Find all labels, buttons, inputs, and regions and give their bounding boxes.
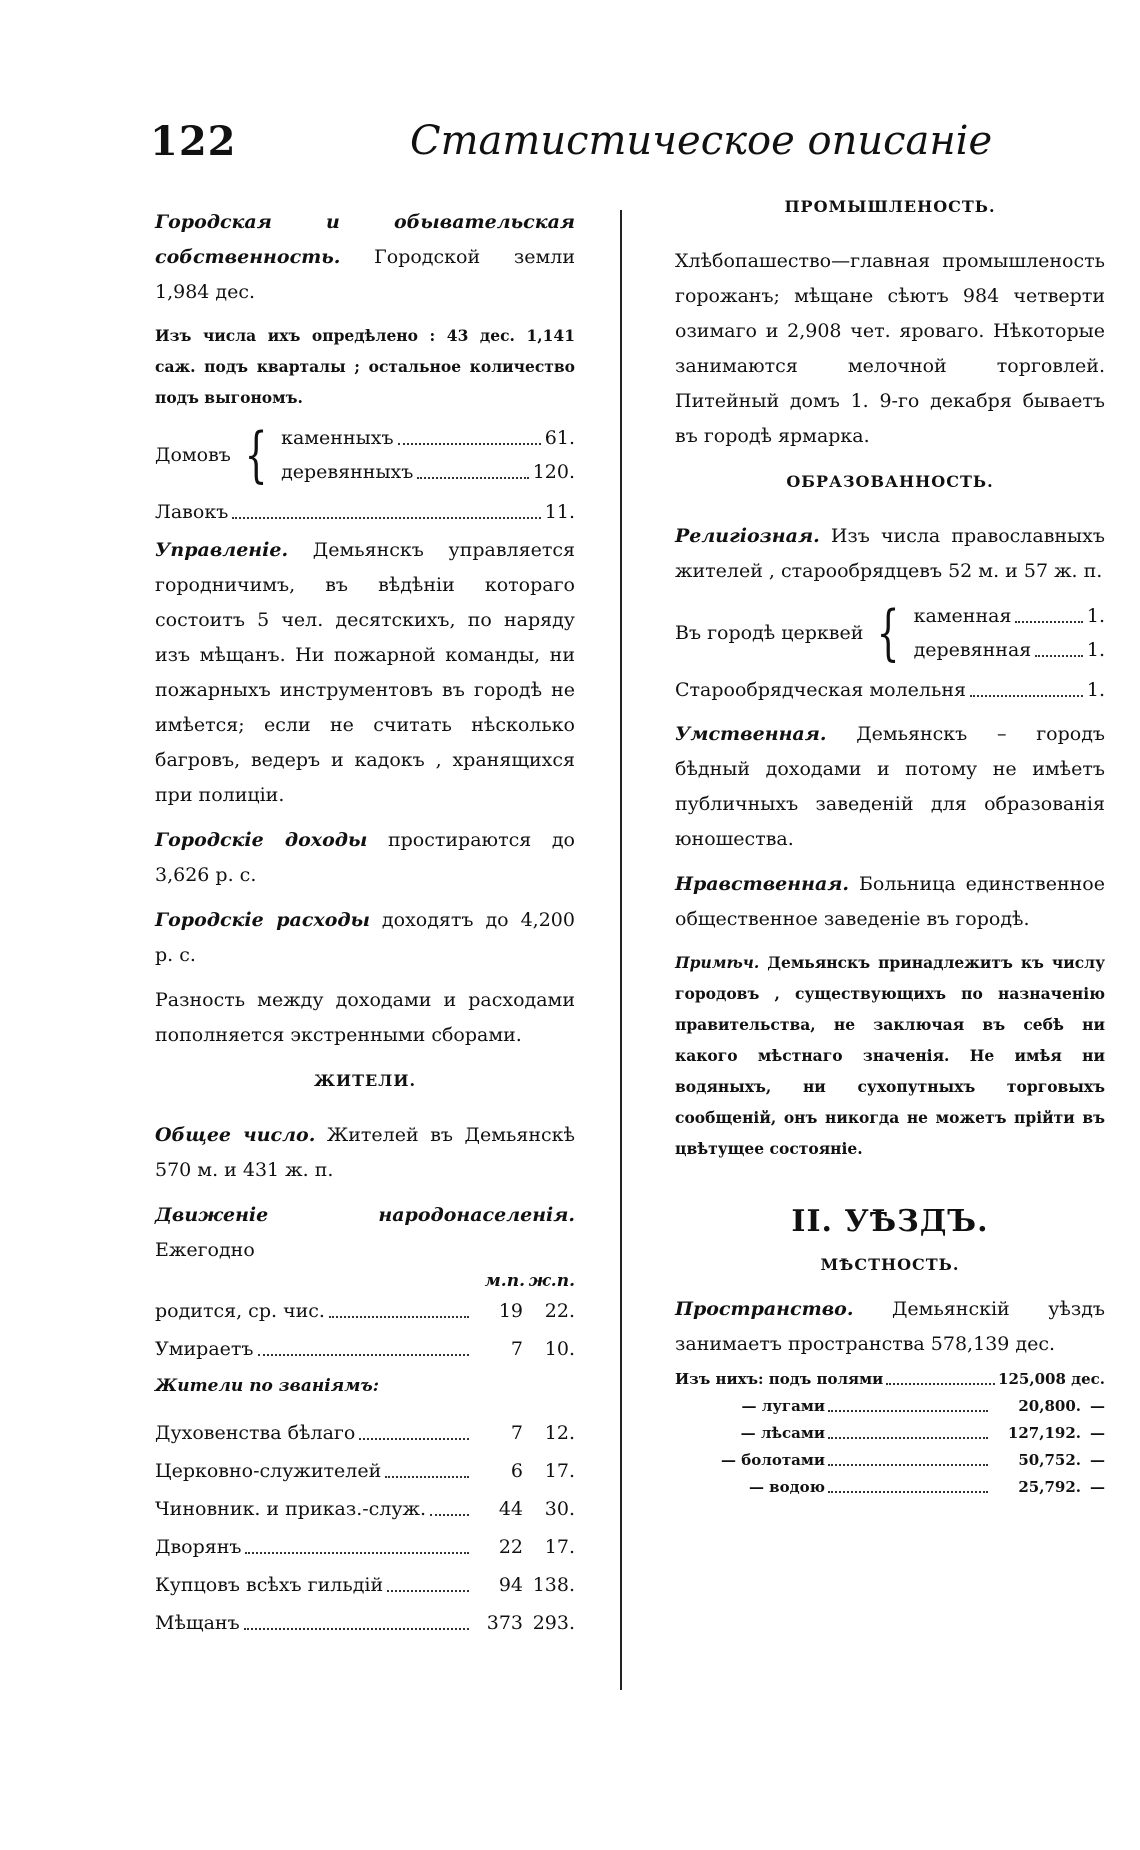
dot-leader bbox=[828, 1393, 988, 1412]
area-row bbox=[675, 1447, 1105, 1474]
italic-lead: Управленіе. bbox=[155, 539, 289, 561]
churches-items bbox=[914, 599, 1105, 667]
dot-leader bbox=[359, 1416, 469, 1440]
italic-lead: Религіозная. bbox=[675, 525, 820, 547]
brace-glyph: { bbox=[877, 598, 900, 668]
row-name: родится, ср. чис. bbox=[155, 1300, 325, 1322]
row-name: — лугами bbox=[741, 1397, 825, 1415]
value-m: 6 bbox=[510, 1460, 523, 1482]
row-name: — водою bbox=[748, 1478, 825, 1496]
dot-leader bbox=[245, 1530, 469, 1554]
value-f: 17. bbox=[544, 1536, 575, 1558]
right-column bbox=[675, 197, 1105, 1501]
paragraph-text: Жителей въ Демьянскѣ 570 м. и 431 ж. п. bbox=[155, 1124, 575, 1181]
italic-lead: Городская и обывательская собственность. bbox=[155, 211, 575, 268]
paragraph-area bbox=[675, 1292, 1105, 1362]
paragraph-religious bbox=[675, 519, 1105, 589]
heading-locality: МѢСТНОСТЬ. bbox=[820, 1255, 960, 1274]
paragraph-text: Больница единственное общественное заведеніе въ городѣ. bbox=[675, 873, 1105, 930]
row-name: Старообрядческая молельня bbox=[675, 679, 966, 701]
table-row bbox=[155, 1454, 575, 1488]
brace-glyph: { bbox=[244, 420, 268, 490]
row-name: деревянныхъ bbox=[281, 461, 414, 483]
churches-label: Въ городѣ церквей bbox=[675, 622, 864, 644]
houses-row bbox=[281, 455, 575, 489]
paragraph-administration bbox=[155, 533, 575, 813]
paragraph-movement bbox=[155, 1198, 575, 1268]
row-name: Изъ нихъ: подъ полями bbox=[675, 1370, 884, 1388]
dot-leader bbox=[1015, 599, 1082, 623]
value-m: 19 bbox=[498, 1300, 523, 1322]
value-f: 17. bbox=[544, 1460, 575, 1482]
dot-leader bbox=[828, 1447, 988, 1466]
row-name: Духовенства бѣлаго bbox=[155, 1422, 356, 1444]
value-f: 10. bbox=[544, 1338, 575, 1360]
italic-lead: Городскіе расходы bbox=[155, 909, 370, 931]
table-row bbox=[155, 1568, 575, 1602]
value-m: 373 bbox=[486, 1612, 523, 1634]
heading-industry: ПРОМЫШЛЕНОСТЬ. bbox=[784, 197, 996, 216]
value-m: 7 bbox=[510, 1422, 523, 1444]
paragraph-text: Городской земли 1,984 дес. bbox=[155, 246, 575, 303]
area-row bbox=[675, 1393, 1105, 1420]
paragraph-text: Демьянскъ управляется городничимъ, въ вѣдѣніи котораго состоитъ 5 чел. десятскихъ, по наряду изъ мѣщанъ. Ни пожарной команды, ни пожарныхъ инструментовъ въ городѣ не имѣется; если не считать нѣсколько багровъ, ведеръ и кадокъ , хранящихся при полиціи. bbox=[155, 539, 575, 806]
dot-leader bbox=[232, 495, 540, 519]
houses-row bbox=[281, 421, 575, 455]
row-name: Чиновник. и приказ.-служ. bbox=[155, 1498, 427, 1520]
value-f: 22. bbox=[544, 1300, 575, 1322]
area-row bbox=[675, 1474, 1105, 1501]
paragraph-text: Демьянскъ – городъ бѣдный доходами и потому не имѣетъ публичныхъ заведеній для образованія юношества. bbox=[675, 723, 1105, 850]
row-value: 20,800. bbox=[1018, 1397, 1081, 1415]
column-headers bbox=[155, 1268, 575, 1294]
table-row bbox=[155, 1416, 575, 1450]
churches-row bbox=[914, 599, 1105, 633]
row-value: 127,192. bbox=[1007, 1424, 1081, 1442]
dot-leader bbox=[886, 1366, 995, 1385]
row-value: 125,008 дес. bbox=[998, 1370, 1105, 1388]
value-m: 44 bbox=[498, 1498, 523, 1520]
paragraph-text: доходятъ до 4,200 р. с. bbox=[155, 909, 575, 966]
row-value: 1. bbox=[1086, 639, 1105, 661]
row-name: Умираетъ bbox=[155, 1338, 254, 1360]
row-dash: — bbox=[1090, 1397, 1105, 1415]
dot-leader bbox=[417, 455, 528, 479]
row-name: деревянная bbox=[913, 639, 1032, 661]
row-value: 1. bbox=[1086, 679, 1105, 701]
row-name: Лавокъ bbox=[155, 501, 229, 523]
dot-leader bbox=[430, 1492, 469, 1516]
paragraph-property bbox=[155, 205, 575, 310]
paragraph-expenses bbox=[155, 903, 575, 973]
running-title: Статистическое описаніе bbox=[410, 118, 993, 164]
ranks-heading: Жители по званіямъ: bbox=[155, 1376, 380, 1396]
paragraph-intellectual bbox=[675, 717, 1105, 857]
row-value: 1. bbox=[1086, 605, 1105, 627]
houses-brace bbox=[155, 421, 575, 489]
page-number: 122 bbox=[150, 118, 237, 165]
value-m: 94 bbox=[498, 1574, 523, 1596]
italic-lead: Общее число. bbox=[155, 1124, 316, 1146]
row-name: Церковно-служителей bbox=[155, 1460, 382, 1482]
row-value: 11. bbox=[544, 501, 575, 523]
churches-row bbox=[914, 633, 1105, 667]
value-f: 293. bbox=[532, 1612, 575, 1634]
table-row bbox=[155, 1492, 575, 1526]
row-name: — болотами bbox=[721, 1451, 825, 1469]
area-row bbox=[675, 1420, 1105, 1447]
row-value: 61. bbox=[544, 427, 575, 449]
row-name: каменная bbox=[913, 605, 1012, 627]
dot-leader bbox=[244, 1606, 469, 1630]
dot-leader bbox=[970, 673, 1083, 697]
value-m: 22 bbox=[498, 1536, 523, 1558]
heading-education: ОБРАЗОВАННОСТЬ. bbox=[786, 472, 994, 491]
table-row bbox=[155, 1294, 575, 1328]
dot-leader bbox=[828, 1420, 988, 1439]
dot-leader bbox=[258, 1332, 469, 1356]
dot-leader bbox=[329, 1294, 469, 1318]
table-row bbox=[155, 1332, 575, 1366]
paragraph-note bbox=[675, 947, 1105, 1164]
paragraph-text: Ежегодно bbox=[155, 1239, 255, 1261]
paragraph-income bbox=[155, 823, 575, 893]
heading-district: II. УѢЗДЪ. bbox=[791, 1204, 989, 1239]
houses-items bbox=[281, 421, 575, 489]
italic-lead: Умственная. bbox=[675, 723, 827, 745]
row-value: 50,752. bbox=[1018, 1451, 1081, 1469]
value-f: 12. bbox=[544, 1422, 575, 1444]
row-name: каменныхъ bbox=[281, 427, 394, 449]
dot-leader bbox=[828, 1474, 988, 1493]
row-dash: — bbox=[1090, 1424, 1105, 1442]
italic-lead: Пространство. bbox=[675, 1298, 854, 1320]
row-dash: — bbox=[1090, 1478, 1105, 1496]
churches-brace bbox=[675, 599, 1105, 667]
dot-leader bbox=[1035, 633, 1083, 657]
italic-lead: Нравственная. bbox=[675, 873, 850, 895]
col-male: м.п. bbox=[484, 1271, 525, 1291]
value-m: 7 bbox=[510, 1338, 523, 1360]
paragraph-moral bbox=[675, 867, 1105, 937]
value-f: 30. bbox=[544, 1498, 575, 1520]
paragraph-total bbox=[155, 1118, 575, 1188]
paragraph-industry: Хлѣбопашество—главная промышленость горожанъ; мѣщане сѣютъ 984 четверти озимаго и 2,908 чет. яроваго. Нѣкоторые занимаются мелочной торговлей. Питейный домъ 1. 9-го декабря бываетъ въ городѣ ярмарка. bbox=[675, 250, 1105, 447]
row-name: Мѣщанъ bbox=[155, 1612, 240, 1634]
row-name: — лѣсами bbox=[740, 1424, 825, 1442]
left-column bbox=[155, 205, 575, 1644]
row-name: Дворянъ bbox=[155, 1536, 242, 1558]
paragraph-text: Демьянскій уѣздъ занимаетъ пространства 578,139 дес. bbox=[675, 1298, 1105, 1355]
row-value: 25,792. bbox=[1018, 1478, 1081, 1496]
paragraph-text: Демьянскъ принадлежитъ къ числу городовъ , существующихъ по назначенію правительства, не заключая въ себѣ ни какого мѣстнаго значенія. Не имѣя ни водяныхъ, ни сухопутныхъ торговыхъ сообщеній, онъ никогда не можетъ прійти въ цвѣтущее состояніе. bbox=[675, 953, 1105, 1158]
table-row bbox=[155, 1530, 575, 1564]
row-name: Купцовъ всѣхъ гильдій bbox=[155, 1574, 384, 1596]
heading-inhabitants: ЖИТЕЛИ. bbox=[313, 1071, 417, 1090]
paragraph-allocation: Изъ числа ихъ опредѣлено : 43 дес. 1,141 саж. подъ кварталы ; остальное количество подъ выгономъ. bbox=[155, 326, 575, 407]
italic-lead: Движеніе народонаселенія. bbox=[155, 1204, 575, 1226]
column-divider bbox=[620, 210, 622, 1690]
dot-leader bbox=[385, 1454, 469, 1478]
dot-leader bbox=[387, 1568, 469, 1592]
italic-lead: Примѣч. bbox=[675, 953, 760, 972]
dot-leader bbox=[398, 421, 541, 445]
col-female: ж.п. bbox=[528, 1271, 575, 1291]
chapel-row bbox=[675, 673, 1105, 707]
row-dash: — bbox=[1090, 1451, 1105, 1469]
paragraph-difference: Разность между доходами и расходами пополняется экстренными сборами. bbox=[155, 989, 575, 1046]
paragraph-text: Изъ числа православныхъ жителей , старообрядцевъ 52 м. и 57 ж. п. bbox=[675, 525, 1105, 582]
houses-label: Домовъ bbox=[155, 444, 231, 466]
shops-row bbox=[155, 495, 575, 529]
table-row bbox=[155, 1606, 575, 1640]
italic-lead: Городскіе доходы bbox=[155, 829, 368, 851]
paragraph-text: простираются до 3,626 р. с. bbox=[155, 829, 575, 886]
area-row bbox=[675, 1366, 1105, 1393]
row-value: 120. bbox=[532, 461, 575, 483]
value-f: 138. bbox=[532, 1574, 575, 1596]
